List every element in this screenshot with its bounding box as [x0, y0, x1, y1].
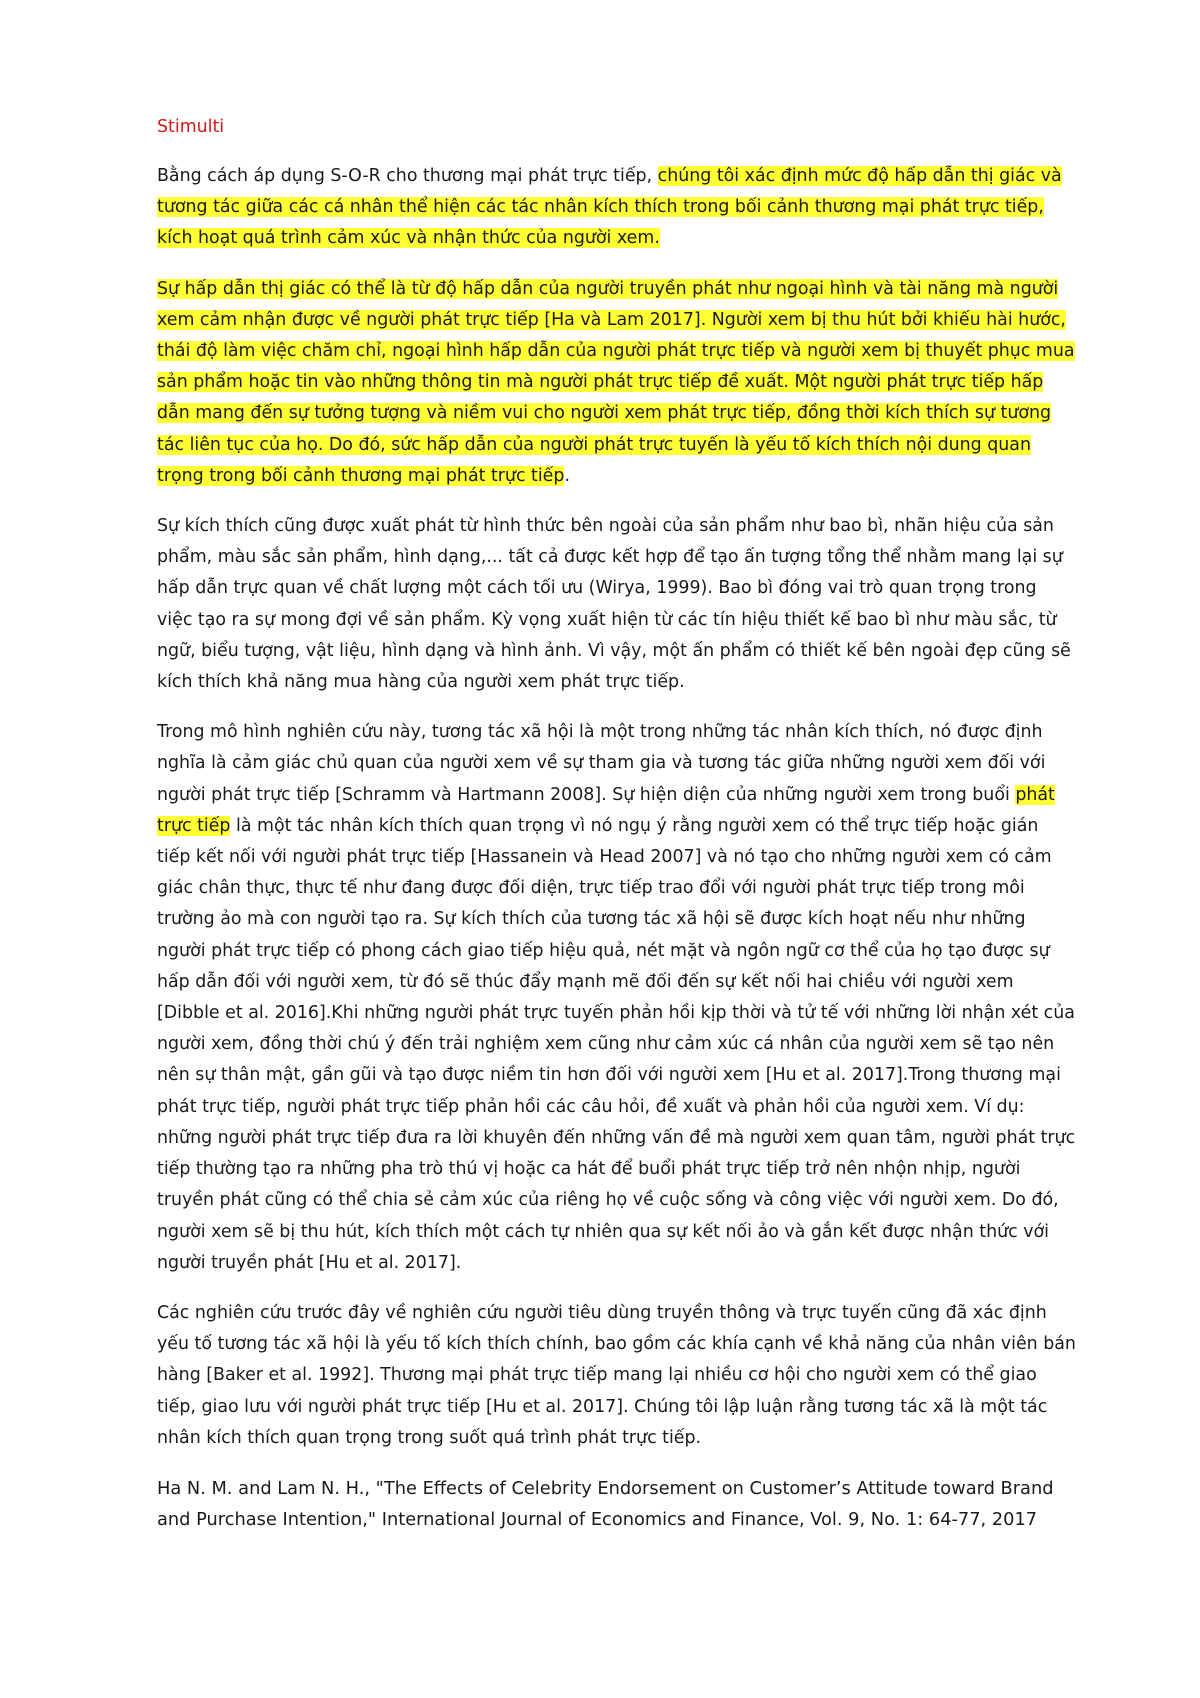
paragraph-2-tail: .: [564, 465, 570, 486]
paragraph-4: [157, 717, 1077, 1279]
paragraph-4-text-after: là một tác nhân kích thích quan trọng vì nó ngụ ý rằng người xem có thể trực tiếp hoặc gián tiếp kết nối với người phát trực tiếp [Hassanein và Head 2007] và nó tạo cho những người xem có cảm giác chân thực, thực tế như đang được đối diện, trực tiếp trao đổi với người phát trực tiếp trong môi trường ảo mà con người tạo ra. Sự kích thích của tương tác xã hội sẽ được kích hoạt nếu như những người phát trực tiếp có phong cách giao tiếp hiệu quả, nét mặt và ngôn ngữ cơ thể của họ tạo được sự hấp dẫn đối với người xem, từ đó sẽ thúc đẩy mạnh mẽ đối đến sự kết nối hai chiều với người xem [Dibble et al. 2016].Khi những người phát trực tuyến phản hồi kịp thời và tử tế với những lời nhận xét của người xem, đồng thời chú ý đến trải nghiệm xem cũng như cảm xúc cá nhân của người xem sẽ tạo nên nên sự thân mật, gần gũi và tạo được niềm tin hơn đối với người xem [Hu et al. 2017].Trong thương mại phát trực tiếp, người phát trực tiếp phản hồi các câu hỏi, đề xuất và phản hồi của người xem. Ví dụ: những người phát trực tiếp đưa ra lời khuyên đến những vấn đề mà người xem quan tâm, người phát trực tiếp thường tạo ra những pha trò thú vị hoặc ca hát để buổi phát trực tiếp trở nên nhộn nhịp, người truyền phát cũng có thể chia sẻ cảm xúc của riêng họ về cuộc sống và công việc với người xem. Do đó, người xem sẽ bị thu hút, kích thích một cách tự nhiên qua sự kết nối ảo và gắn kết được nhận thức với người truyền phát [Hu et al. 2017].: [157, 815, 1076, 1273]
paragraph-2: [157, 274, 1077, 492]
paragraph-1: [157, 161, 1077, 255]
paragraph-2-highlight: Sự hấp dẫn thị giác có thể là từ độ hấp dẫn của người truyền phát như ngoại hình và tài năng mà người xem cảm nhận được về người phát trực tiếp [Ha và Lam 2017]. Người xem bị thu hút bởi khiếu hài hước, thái độ làm việc chăm chỉ, ngoại hình hấp dẫn của người phát trực tiếp và người xem bị thuyết phục mua sản phẩm hoặc tin vào những thông tin mà người phát trực tiếp đề xuất. Một người phát trực tiếp hấp dẫn mang đến sự tưởng tượng và niềm vui cho người xem phát trực tiếp, đồng thời kích thích sự tương tác liên tục của họ. Do đó, sức hấp dẫn của người phát trực tuyến là yếu tố kích thích nội dung quan trọng trong bối cảnh thương mại phát trực tiếp: [157, 278, 1075, 486]
paragraph-1-text: Bằng cách áp dụng S-O-R cho thương mại phát trực tiếp,: [157, 166, 658, 186]
paragraph-4-text-before: Trong mô hình nghiên cứu này, tương tác xã hội là một trong những tác nhân kích thích, nó được định nghĩa là cảm giác chủ quan của người xem về sự tham gia và tương tác giữa những người xem đối với người phát trực tiếp [Schramm và Hartmann 2008]. Sự hiện diện của những người xem trong buổi: [157, 722, 1046, 805]
reference-citation: Ha N. M. and Lam N. H., "The Effects of Celebrity Endorsement on Customer’s Attitude toward Brand and Purchase Intention," International Journal of Economics and Finance, Vol. 9, No. 1: 64-77, 2017: [157, 1477, 1054, 1531]
paragraph-1-highlight: chúng tôi xác định mức độ hấp dẫn thị giác và tương tác giữa các cá nhân thể hiện các tác nhân kích thích trong bối cảnh thương mại phát trực tiếp, kích hoạt quá trình cảm xúc và nhận thức của người xem.: [157, 166, 1062, 249]
paragraph-3: Sự kích thích cũng được xuất phát từ hình thức bên ngoài của sản phẩm như bao bì, nhãn hiệu của sản phẩm, màu sắc sản phẩm, hình dạng,... tất cả được kết hợp để tạo ấn tượng tổng thể nhằm mang lại sự hấp dẫn trực quan về chất lượng một cách tối ưu (Wirya, 1999). Bao bì đóng vai trò quan trọng trong việc tạo ra sự mong đợi về sản phẩm. Kỳ vọng xuất hiện từ các tín hiệu thiết kế bao bì như màu sắc, từ ngữ, biểu tượng, vật liệu, hình dạng và hình ảnh. Vì vậy, một ấn phẩm có thiết kế bên ngoài đẹp cũng sẽ kích thích khả năng mua hàng của người xem phát trực tiếp.: [157, 516, 1071, 693]
paragraph-4-highlight: phát trực tiếp: [157, 784, 1055, 836]
section-heading: Stimulti: [157, 117, 225, 137]
document-body: [157, 112, 1077, 1554]
paragraph-5: Các nghiên cứu trước đây về nghiên cứu người tiêu dùng truyền thông và trực tuyến cũng đã xác định yếu tố tương tác xã hội là yếu tố kích thích chính, bao gồm các khía cạnh về khả năng của nhân viên bán hàng [Baker et al. 1992]. Thương mại phát trực tiếp mang lại nhiều cơ hội cho người xem có thể giao tiếp, giao lưu với người phát trực tiếp [Hu et al. 2017]. Chúng tôi lập luận rằng tương tác xã là một tác nhân kích thích quan trọng trong suốt quá trình phát trực tiếp.: [157, 1302, 1076, 1448]
